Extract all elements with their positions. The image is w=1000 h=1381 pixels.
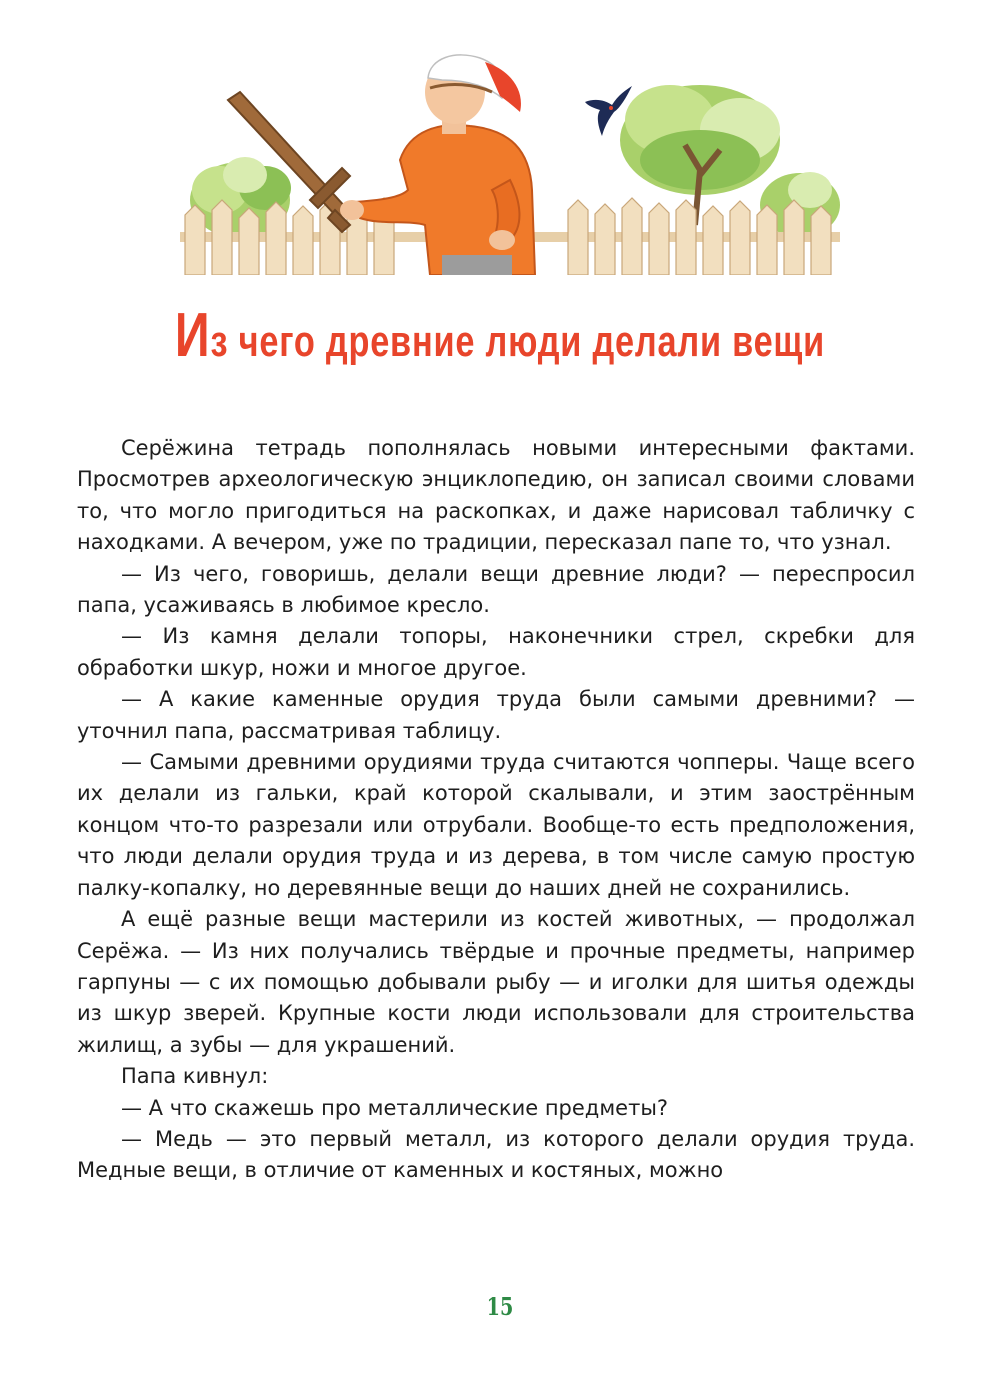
paragraph: — Самыми древними орудиями труда считаются чопперы. Чаще всего их делали из гальки, край которой скалывали, и этим заострённым концом что-то разрезали или отрубали. Вообще-то есть предположения, что люди делали орудия труда и из дерева, в том числе самую простую палку-копалку, но деревянные вещи до наших дней не сохранились. [77, 750, 915, 900]
paragraph: — Из камня делали топоры, наконечники стрел, скребки для обработки шкур, ножи и многое другое. [77, 624, 915, 680]
page-number: 15 [486, 1292, 514, 1321]
title-first-word-rest: з [210, 317, 229, 366]
title-initial: И [174, 301, 211, 370]
paragraph: Папа кивнул: [121, 1064, 269, 1089]
paragraph: — А что скажешь про металлические предметы? [121, 1095, 669, 1120]
paragraph: А ещё разные вещи мастерили из костей животных, — продолжал Серёжа. — Из них получались твёрдые и прочные предметы, например гарпуны — с их помощью добывали рыбу — и иголки для шитья одежды из шкур зверей. Крупные кости люди использовали для строительства жилищ, а зубы — для украшений. [77, 907, 915, 1057]
paragraph: Серёжина тетрадь пополнялась новыми интересными фактами. Просмотрев археологическую энциклопедию, он записал своими словами то, что могло пригодиться на раскопках, и даже нарисовал табличку с находками. А вечером, уже по традиции, пересказал папе то, что узнал. [77, 436, 915, 555]
title-rest: чего древние люди делали вещи [228, 317, 826, 366]
paragraph: — Медь — это первый металл, из которого делали орудия труда. Медные вещи, в отличие от каменных и костяных, можно [77, 1126, 915, 1183]
story-text [77, 433, 915, 1187]
boy-with-wooden-sword-illustration [180, 50, 840, 275]
page-title [110, 300, 890, 371]
paragraph: — Из чего, говоришь, делали вещи древние люди? — переспросил папа, усаживаясь в любимое кресло. [77, 561, 915, 618]
paragraph: — А какие каменные орудия труда были самыми древними? — уточнил папа, рассматривая таблицу. [77, 687, 915, 743]
